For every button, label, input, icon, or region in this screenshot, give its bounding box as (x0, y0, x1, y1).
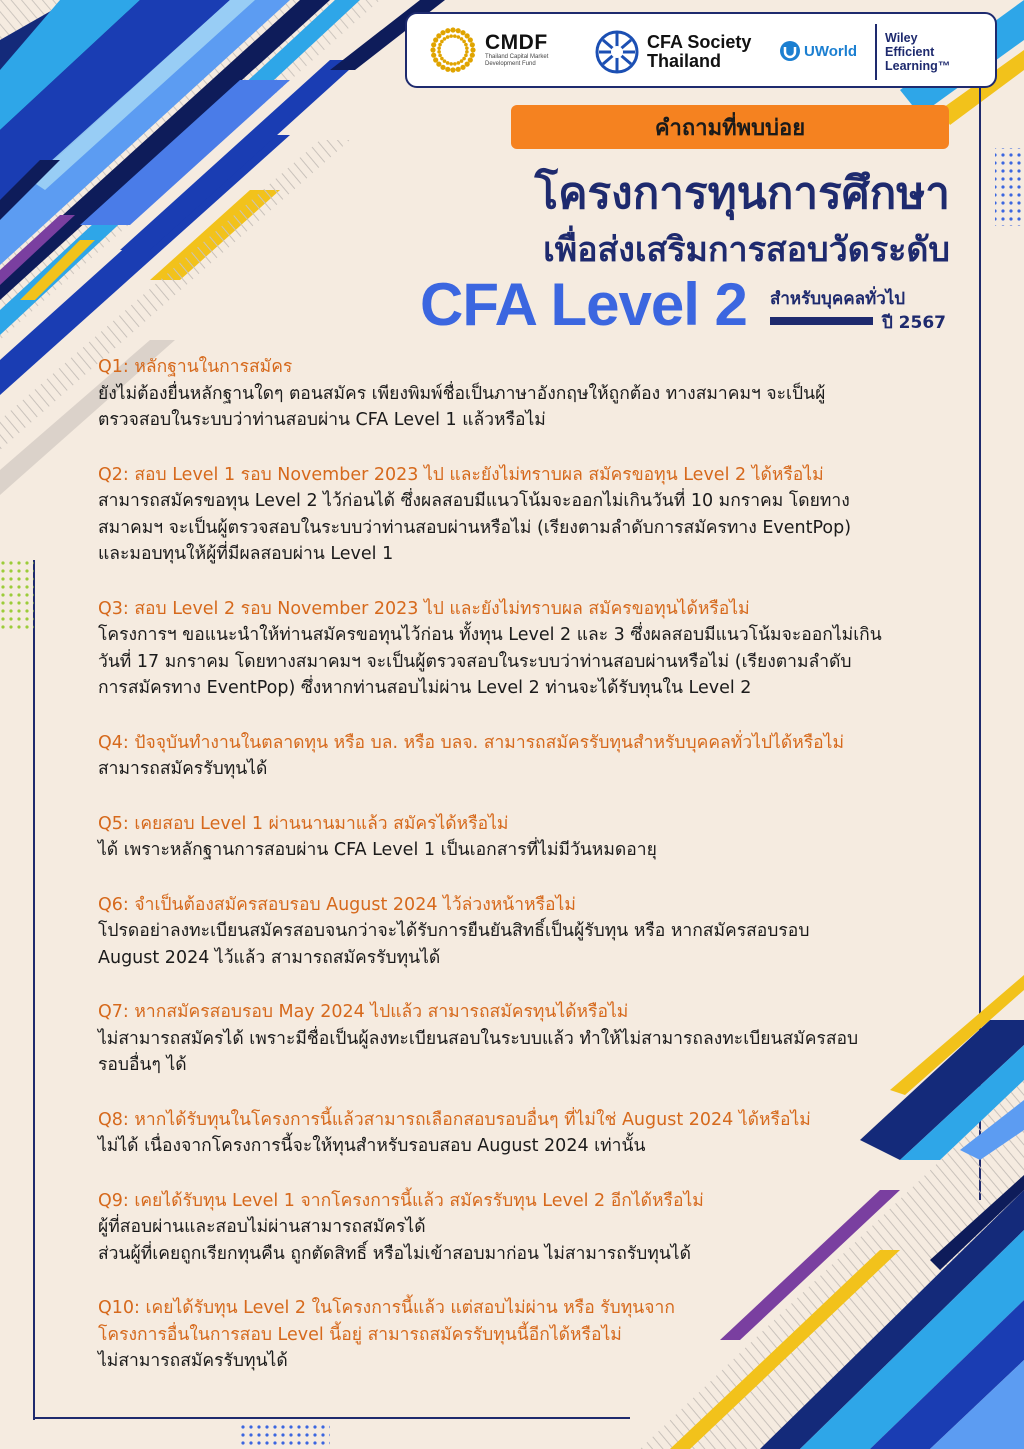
faq-question-continued: โครงการอื่นในการสอบ Level นี้อยู่ สามารถสมัครรับทุนนี้อีกได้หรือไม่ (98, 1324, 622, 1345)
faq-answer-line: วันที่ 17 มกราคม โดยทางสมาคมฯ จะเป็นผู้ตรวจสอบในระบบว่าท่านสอบผ่านหรือไม่ (เรียงตามลำดับ (98, 651, 852, 672)
faq-item-5 (98, 811, 978, 864)
faq-answer-line: โปรดอย่าลงทะเบียนสมัครสอบจนกว่าจะได้รับการยืนยันสิทธิ์เป็นผู้รับทุน หรือ หากสมัครสอบรอบ (98, 921, 810, 941)
faq-answer-line: และมอบทุนให้ผู้ที่มีผลสอบผ่าน Level 1 (98, 544, 394, 564)
faq-item-6 (98, 892, 978, 972)
partner-logo-bar (405, 12, 997, 88)
uworld-logo (779, 40, 857, 62)
faq-answer-line: ได้ เพราะหลักฐานการสอบผ่าน CFA Level 1 เป็นเอกสารที่ไม่มีวันหมดอายุ (98, 840, 657, 860)
faq-answer (98, 1026, 978, 1079)
faq-answer-line: รอบอื่นๆ ได้ (98, 1055, 187, 1075)
faq-answer-line: ไม่ได้ เนื่องจากโครงการนี้จะให้ทุนสำหรับรอบสอบ August 2024 เท่านั้น (98, 1136, 646, 1156)
faq-item-8 (98, 1107, 978, 1160)
faq-answer (98, 756, 978, 783)
page-title-line2: เพื่อส่งเสริมการสอบวัดระดับ (543, 230, 950, 270)
cfa-society-line2: Thailand (647, 51, 722, 71)
faq-answer (98, 1214, 978, 1267)
faq-answer (98, 918, 978, 971)
cfa-society-logo (595, 30, 751, 74)
cmdf-name: CMDF (485, 31, 548, 54)
faq-question: Q4: ปัจจุบันทำงานในตลาดทุน หรือ บล. หรือ บลจ. สามารถสมัครรับทุนสำหรับบุคคลทั่วไปได้หรือไม่ (98, 732, 844, 753)
faq-answer-line: ตรวจสอบในระบบว่าท่านสอบผ่าน CFA Level 1 แล้วหรือไม่ (98, 410, 546, 430)
cfa-society-line1: CFA Society (647, 32, 752, 52)
faq-question: Q8: หากได้รับทุนในโครงการนี้แล้วสามารถเลือกสอบรอบอื่นๆ ที่ไม่ใช่ August 2024 ได้หรือไม่ (98, 1109, 811, 1130)
faq-question: Q10: เคยได้รับทุน Level 2 ในโครงการนี้แล้ว แต่สอบไม่ผ่าน หรือ รับทุนจาก (98, 1298, 675, 1318)
program-name: CFA Level 2 (420, 271, 747, 338)
faq-answer-line: ยังไม่ต้องยื่นหลักฐานใดๆ ตอนสมัคร เพียงพิมพ์ชื่อเป็นภาษาอังกฤษให้ถูกต้อง ทางสมาคมฯ จะเป็นผู้ (98, 383, 826, 404)
cmdf-logo (427, 24, 560, 76)
year-label: ปี 2567 (881, 313, 946, 333)
faq-badge: คำถามที่พบบ่อย (511, 105, 949, 149)
cmdf-sunburst-icon (427, 24, 479, 76)
faq-answer-line: August 2024 ไว้แล้ว สามารถสมัครรับทุนได้ (98, 947, 441, 968)
wiley-line2: Efficient (885, 45, 935, 59)
faq-item-7 (98, 999, 978, 1079)
faq-question: Q2: สอบ Level 1 รอบ November 2023 ไป และยังไม่ทราบผล สมัครขอทุน Level 2 ได้หรือไม่ (98, 464, 824, 485)
faq-question: Q1: หลักฐานในการสมัคร (98, 357, 293, 377)
wiley-line1: Wiley (885, 31, 918, 45)
faq-answer-line: ไม่สามารถสมัครได้ เพราะมีชื่อเป็นผู้ลงทะเบียนสอบในระบบแล้ว ทำให้ไม่สามารถลงทะเบียนสมัครสอบ (98, 1028, 859, 1049)
faq-answer (98, 488, 978, 568)
faq-answer (98, 1348, 978, 1375)
cmdf-tagline: Thailand Capital Market Development Fund (485, 54, 549, 67)
faq-item-10 (98, 1295, 978, 1375)
faq-answer-line: ไม่สามารถสมัครรับทุนได้ (98, 1351, 288, 1371)
audience-label: สำหรับบุคคลทั่วไป (770, 289, 906, 309)
faq-question: Q7: หากสมัครสอบรอบ May 2024 ไปแล้ว สามารถสมัครทุนได้หรือไม่ (98, 1002, 629, 1022)
cfa-globe-icon (595, 30, 639, 74)
faq-item-4 (98, 730, 978, 783)
faq-list (98, 354, 978, 1403)
faq-item-1 (98, 354, 978, 434)
faq-answer-line: สมาคมฯ จะเป็นผู้ตรวจสอบในระบบว่าท่านสอบผ่านหรือไม่ (เรียงตามลำดับการสมัครทาง EventPop) (98, 517, 852, 538)
wiley-line3: Learning™ (885, 59, 951, 73)
faq-question: Q5: เคยสอบ Level 1 ผ่านนานมาแล้ว สมัครได้หรือไม่ (98, 813, 509, 834)
faq-question: Q6: จำเป็นต้องสมัครสอบรอบ August 2024 ไว้ล่วงหน้าหรือไม่ (98, 894, 576, 915)
uworld-globe-icon (779, 40, 801, 62)
faq-question: Q3: สอบ Level 2 รอบ November 2023 ไป และยังไม่ทราบผล สมัครขอทุนได้หรือไม่ (98, 598, 750, 619)
faq-item-9 (98, 1188, 978, 1268)
wiley-logo (875, 24, 950, 80)
faq-answer-line: ส่วนผู้ที่เคยถูกเรียกทุนคืน ถูกตัดสิทธิ์ หรือไม่เข้าสอบมาก่อน ไม่สามารถรับทุนได้ (98, 1243, 691, 1264)
faq-item-2 (98, 462, 978, 568)
faq-answer-line: โครงการฯ ขอแนะนำให้ท่านสมัครขอทุนไว้ก่อน ทั้งทุน Level 2 และ 3 ซึ่งผลสอบมีแนวโน้มจะออกไม่เกิน (98, 625, 882, 645)
faq-answer-line: สามารถสมัครขอทุน Level 2 ไว้ก่อนได้ ซึ่งผลสอบมีแนวโน้มจะออกไม่เกินวันที่ 10 มกราคม โดยทาง (98, 491, 850, 511)
faq-answer (98, 837, 978, 864)
faq-answer (98, 1133, 978, 1160)
faq-answer-line: การสมัครทาง EventPop) ซึ่งหากท่านสอบไม่ผ่าน Level 2 ท่านจะได้รับทุนใน Level 2 (98, 678, 752, 698)
faq-answer-line: ผู้ที่สอบผ่านและสอบไม่ผ่านสามารถสมัครได้ (98, 1217, 426, 1237)
page-title-line1: โครงการทุนการศึกษา (534, 168, 950, 219)
faq-answer (98, 381, 978, 434)
audience-underline (770, 317, 873, 325)
faq-item-3 (98, 596, 978, 702)
uworld-name: UWorld (804, 42, 858, 60)
faq-answer (98, 622, 978, 702)
faq-question: Q9: เคยได้รับทุน Level 1 จากโครงการนี้แล้ว สมัครรับทุน Level 2 อีกได้หรือไม่ (98, 1190, 704, 1211)
faq-answer-line: สามารถสมัครรับทุนได้ (98, 759, 268, 779)
